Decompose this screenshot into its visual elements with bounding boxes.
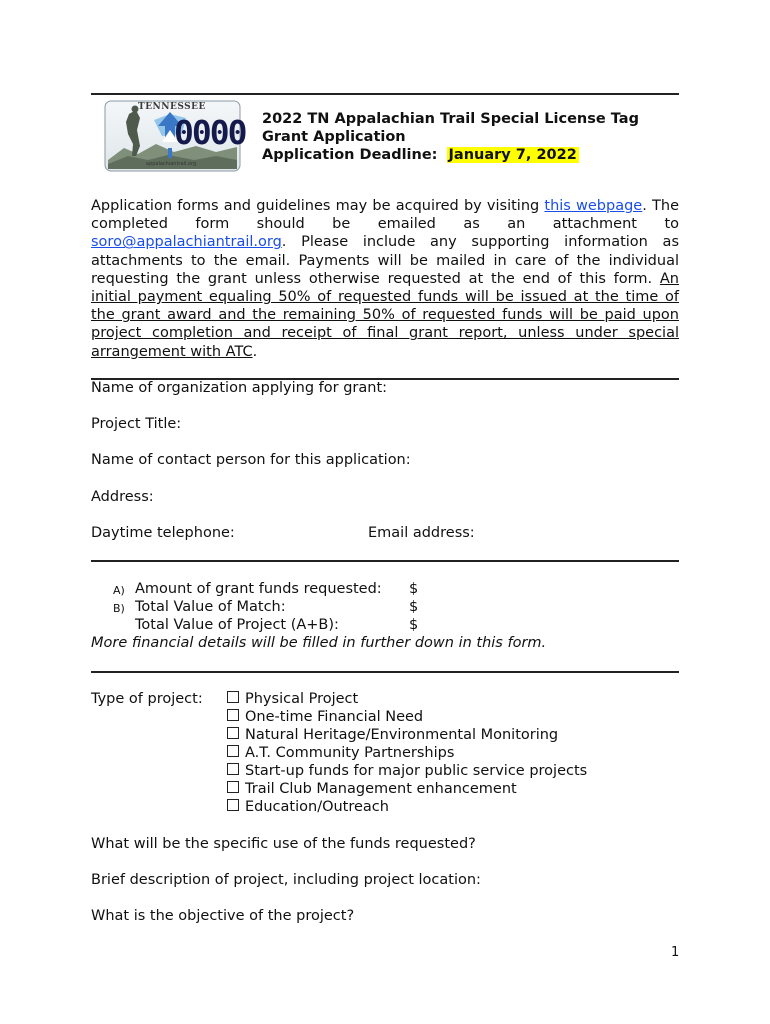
- email-address-label: Email address:: [368, 525, 475, 541]
- match-value-label: Total Value of Match:: [135, 599, 286, 615]
- section-rule-3: [91, 671, 679, 673]
- intro-paragraph: [91, 197, 679, 361]
- question-project-description: Brief description of project, including project location:: [91, 872, 481, 888]
- plate-footer: appalachiantrail.org: [146, 161, 197, 167]
- option-education-outreach[interactable]: [227, 799, 389, 815]
- option-physical-project[interactable]: [227, 691, 358, 707]
- checkbox-start-up-funds[interactable]: [227, 763, 239, 775]
- option-label: Natural Heritage/Environmental Monitoring: [245, 727, 559, 743]
- page-number: 1: [671, 945, 680, 960]
- deadline-value: January 7, 2022: [448, 147, 577, 163]
- intro-end: .: [252, 343, 258, 360]
- form-subtitle: Grant Application: [262, 129, 406, 145]
- option-one-time-financial[interactable]: [227, 709, 423, 725]
- intro-text-3: . Please include any supporting information as attachments to the email. Payments will be mailed in care of the individual requesting the grant unless otherwise requested at the end of this form.: [91, 234, 679, 287]
- form-header: [262, 110, 639, 164]
- checkbox-one-time-financial[interactable]: [227, 709, 239, 721]
- total-value-currency: $: [409, 617, 419, 633]
- financial-note: More financial details will be filled in further down in this form.: [91, 635, 547, 651]
- deadline-label: Application Deadline:: [262, 147, 438, 163]
- payment-terms: An initial payment equaling 50% of requested funds will be issued at the time of the grant award and the remaining 50% of requested funds will be paid upon project completion and receipt of final grant report, unless under special arrangement with ATC: [91, 270, 679, 360]
- option-label: A.T. Community Partnerships: [245, 745, 455, 761]
- checkbox-physical-project[interactable]: [227, 691, 239, 703]
- option-trail-club[interactable]: [227, 781, 517, 797]
- project-type-label: Type of project:: [91, 691, 203, 707]
- plate-state: TENNESSEE: [138, 102, 206, 112]
- organization-field-label: Name of organization applying for grant:: [91, 380, 388, 396]
- match-value-currency: $: [409, 599, 419, 615]
- checkbox-community-partnerships[interactable]: [227, 745, 239, 757]
- section-rule-2: [91, 560, 679, 562]
- contact-name-label: Name of contact person for this application:: [91, 452, 411, 468]
- option-label: Start-up funds for major public service projects: [245, 763, 588, 779]
- form-title: 2022 TN Appalachian Trail Special License Tag: [262, 111, 639, 127]
- grant-amount-label: Amount of grant funds requested:: [135, 581, 382, 597]
- address-label: Address:: [91, 489, 154, 505]
- phone-label: Daytime telephone:: [91, 525, 235, 541]
- option-label: Education/Outreach: [245, 799, 389, 815]
- plate-number: 0000: [174, 113, 246, 152]
- option-start-up-funds[interactable]: [227, 763, 587, 779]
- intro-text-1: Application forms and guidelines may be acquired by visiting: [91, 198, 545, 214]
- total-value-label: Total Value of Project (A+B):: [135, 617, 339, 633]
- marker-b: B): [113, 602, 125, 615]
- grant-amount-currency: $: [409, 581, 419, 597]
- option-community-partnerships[interactable]: [227, 745, 454, 761]
- option-natural-heritage[interactable]: [227, 727, 558, 743]
- checkbox-natural-heritage[interactable]: [227, 727, 239, 739]
- checkbox-education-outreach[interactable]: [227, 799, 239, 811]
- intro-text-2: . The completed form should be emailed as an attachment to: [91, 198, 679, 233]
- webpage-link[interactable]: this webpage: [544, 198, 643, 214]
- checkbox-trail-club[interactable]: [227, 781, 239, 793]
- option-label: Trail Club Management enhancement: [245, 781, 517, 797]
- email-link[interactable]: soro@appalachiantrail.org: [91, 234, 282, 251]
- deadline-line: [262, 146, 639, 164]
- project-title-label: Project Title:: [91, 416, 182, 432]
- question-objective: What is the objective of the project?: [91, 908, 355, 924]
- option-label: Physical Project: [245, 691, 359, 707]
- top-rule: [91, 93, 679, 95]
- option-label: One-time Financial Need: [245, 709, 424, 725]
- marker-a: A): [113, 584, 125, 597]
- question-funds-use: What will be the specific use of the funds requested?: [91, 836, 476, 852]
